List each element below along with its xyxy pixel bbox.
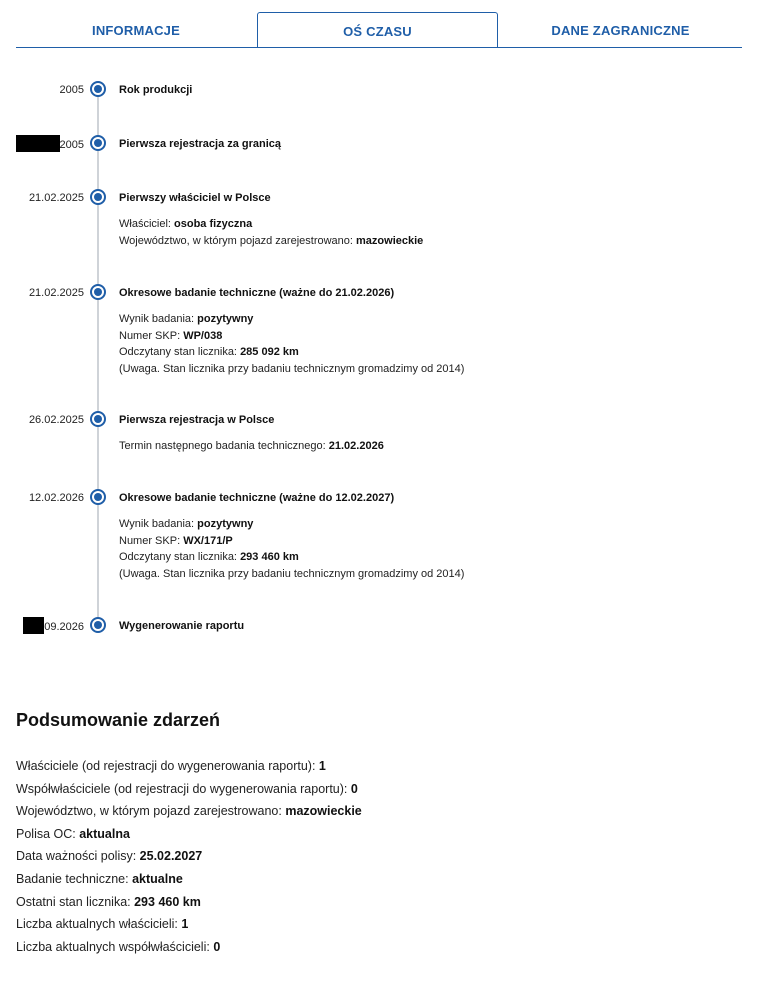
detail-value: 21.02.2026 [328,440,384,452]
event-details [119,516,464,582]
detail-row [119,533,464,550]
summary-value: aktualna [79,826,130,841]
detail-note [119,361,464,378]
summary-value: mazowieckie [285,804,362,819]
detail-row [119,216,423,233]
summary-label: Data ważności polisy: [16,849,140,864]
timeline-line [97,90,99,626]
detail-label: Wynik badania: [119,313,198,325]
summary-value: aktualne [132,871,183,886]
event-title: Okresowe badanie techniczne (ważne do 12.02.2027) [119,492,395,504]
detail-label: Termin następnego badania technicznego: [119,440,329,452]
event-date: 2005 [59,84,84,96]
tab-bar [16,12,742,48]
summary-label: Badanie techniczne: [16,871,133,886]
detail-label: Województwo, w którym pojazd zarejestrowano: [119,234,357,247]
detail-label: Numer SKP: [119,329,184,342]
detail-value: 293 460 km [240,551,299,564]
event-date [16,138,84,152]
summary-list [16,755,362,958]
detail-row [119,549,464,566]
summary-row [16,755,362,778]
event-title: Pierwszy właściciel w Polsce [119,192,271,204]
event-details [119,216,423,249]
detail-row [119,438,384,455]
summary-row [16,936,362,959]
event-date-text: 09.2026 [44,620,84,633]
redaction-block [23,617,44,634]
detail-value: WX/171/P [183,534,233,547]
summary-label: Ostatni stan licznika: [16,894,135,909]
timeline-dot-icon [90,189,106,205]
event-details [119,438,384,455]
timeline [0,70,783,650]
detail-value: osoba fizyczna [174,218,253,230]
redaction-block [16,135,60,152]
timeline-dot-icon [90,489,106,505]
summary-label: Liczba aktualnych współwłaścicieli: [16,939,214,954]
event-details [119,311,464,377]
event-title: Wygenerowanie raportu [119,620,245,632]
detail-row [119,311,464,328]
detail-label: (Uwaga. Stan licznika przy badaniu technicznym gromadzimy od 2014) [119,362,465,375]
event-date: 12.02.2026 [28,492,84,504]
summary-value: 0 [350,781,358,796]
timeline-dot-icon [90,617,106,633]
summary-label: Liczba aktualnych właścicieli: [16,917,182,932]
event-date: 26.02.2025 [28,414,84,426]
tab-os-czasu[interactable]: OŚ CZASU [257,12,498,47]
detail-row [119,344,464,361]
timeline-dot-icon [90,81,106,97]
detail-row [119,516,464,533]
detail-label: Odczytany stan licznika: [119,346,241,359]
summary-row [16,913,362,936]
detail-label: Właściciel: [119,218,175,230]
summary-row [16,778,362,801]
event-date: 21.02.2025 [28,287,84,299]
summary-row [16,823,362,846]
summary-value: 0 [213,939,221,954]
event-title: Pierwsza rejestracja w Polsce [119,414,275,426]
timeline-dot-icon [90,135,106,151]
summary-heading: Podsumowanie zdarzeń [16,710,221,730]
detail-label: Wynik badania: [119,518,198,530]
event-date-text: 2005 [59,138,84,151]
event-title: Pierwsza rejestracja za granicą [119,138,282,150]
detail-value: pozytywny [197,518,254,530]
timeline-dot-icon [90,284,106,300]
summary-label: Polisa OC: [16,826,80,841]
detail-value: WP/038 [183,329,223,342]
summary-label: Województwo, w którym pojazd zarejestrowano: [16,804,286,819]
timeline-dot-icon [90,411,106,427]
summary-row [16,845,362,868]
summary-row [16,800,362,823]
event-title: Rok produkcji [119,84,193,96]
detail-label: (Uwaga. Stan licznika przy badaniu technicznym gromadzimy od 2014) [119,567,465,580]
summary-value: 1 [181,917,189,932]
tab-dane-zagraniczne[interactable]: DANE ZAGRANICZNE [551,22,690,38]
event-date [23,620,84,634]
summary-value: 25.02.2027 [139,849,203,864]
detail-row [119,328,464,345]
detail-value: pozytywny [197,313,254,325]
tab-informacje[interactable]: INFORMACJE [92,22,180,38]
summary-value: 293 460 km [134,894,201,909]
summary-label: Współwłaściciele (od rejestracji do wygenerowania raportu): [16,781,351,796]
event-title: Okresowe badanie techniczne (ważne do 21.02.2026) [119,287,395,299]
summary-row [16,868,362,891]
event-date: 21.02.2025 [28,192,84,204]
detail-value: 285 092 km [240,346,299,359]
summary-label: Właściciele (od rejestracji do wygenerowania raportu): [16,759,319,773]
detail-row [119,233,423,250]
detail-note [119,566,464,583]
summary-value: 1 [318,759,326,773]
summary-row [16,891,362,914]
detail-value: mazowieckie [356,234,424,247]
detail-label: Odczytany stan licznika: [119,551,241,564]
detail-label: Numer SKP: [119,534,184,547]
